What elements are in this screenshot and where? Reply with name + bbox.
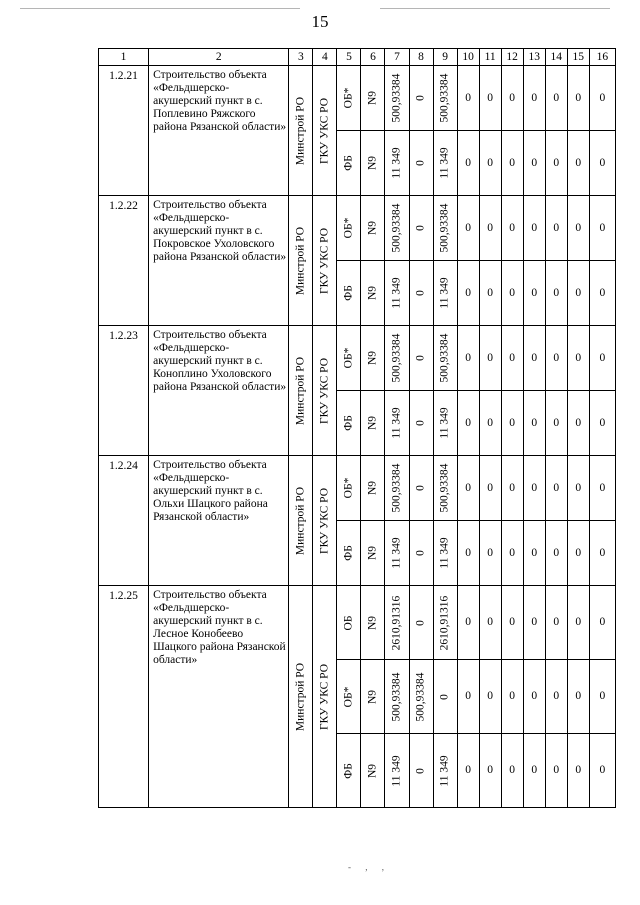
value-col8-text: 0 [414,485,427,491]
header-cell: 2 [149,49,289,66]
value-col9-text: 11 349 [438,407,451,439]
header-cell: 14 [545,49,567,66]
value-col11: 0 [479,196,501,261]
value-col11: 0 [479,734,501,808]
value-col9-text: 500,93384 [438,203,451,253]
value-col14: 0 [545,261,567,326]
header-cell: 16 [589,49,615,66]
ministry-label: Минстрой РО [294,662,307,731]
value-col14: 0 [545,131,567,196]
value-col9-text: 11 349 [438,537,451,569]
value-col9-text: 500,93384 [438,463,451,513]
value-col7-text: 11 349 [390,147,403,179]
value-col7 [385,456,409,521]
header-row [99,49,616,66]
header-cell: 5 [337,49,361,66]
value-col11: 0 [479,660,501,734]
code-n9-text: N9 [366,220,379,236]
value-col7 [385,131,409,196]
funding-source [337,196,361,261]
funding-source [337,131,361,196]
responsible-ministry [289,326,313,456]
item-code: 1.2.22 [99,196,149,326]
scan-artifact-line [380,8,610,9]
ministry-label: Минстрой РО [294,356,307,425]
code-n9-text: N9 [366,763,379,778]
value-col10: 0 [457,66,479,131]
value-col9 [433,734,457,808]
value-col11: 0 [479,261,501,326]
header-cell: 11 [479,49,501,66]
responsible-ministry [289,456,313,586]
funding-source-text: ФБ [342,285,355,301]
header-cell: 10 [457,49,479,66]
executor-agency [313,586,337,808]
value-col10: 0 [457,261,479,326]
value-col15: 0 [567,326,589,391]
value-col10: 0 [457,326,479,391]
code-n9-text: N9 [366,155,379,171]
table-row [99,456,616,521]
value-col8-text: 0 [414,767,427,774]
value-col16: 0 [589,521,615,586]
value-col9-text: 11 349 [438,277,451,309]
value-col8 [409,456,433,521]
value-col9 [433,660,457,734]
scan-artifact-line [20,8,300,9]
header-cell: 12 [501,49,523,66]
value-col7-text: 500,93384 [390,203,403,253]
value-col13: 0 [523,734,545,808]
value-col8-text: 0 [414,619,427,626]
value-col9-text: 500,93384 [438,333,451,383]
code-n9 [361,734,385,808]
item-description: Строительство объекта «Фельдшерско-акушерский пункт в с. Ольхи Шацкого района Рязанской области» [149,456,289,586]
code-n9 [361,586,385,660]
value-col13: 0 [523,66,545,131]
funding-source [337,326,361,391]
value-col12: 0 [501,586,523,660]
value-col14: 0 [545,734,567,808]
code-n9-text: N9 [366,285,379,301]
value-col8-text: 0 [414,160,427,166]
value-col15: 0 [567,521,589,586]
value-col10: 0 [457,196,479,261]
funding-source [337,586,361,660]
value-col12: 0 [501,66,523,131]
funding-source [337,456,361,521]
value-col13: 0 [523,196,545,261]
value-col11: 0 [479,456,501,521]
value-col9-text: 11 349 [438,147,451,179]
funding-source [337,261,361,326]
value-col15: 0 [567,131,589,196]
value-col10: 0 [457,734,479,808]
value-col14: 0 [545,326,567,391]
value-col13: 0 [523,660,545,734]
value-col7 [385,326,409,391]
value-col15: 0 [567,660,589,734]
value-col16: 0 [589,131,615,196]
value-col15: 0 [567,456,589,521]
funding-source-text: ФБ [342,415,355,431]
value-col8-text: 0 [414,95,427,101]
value-col13: 0 [523,521,545,586]
value-col12: 0 [501,391,523,456]
value-col8-text: 0 [414,290,427,296]
header-cell: 8 [409,49,433,66]
value-col9-text: 500,93384 [438,73,451,123]
executor-label: ГКУ УКС РО [318,663,331,730]
responsible-ministry [289,586,313,808]
ministry-label: Минстрой РО [294,486,307,555]
code-n9-text: N9 [366,615,379,630]
value-col8 [409,196,433,261]
value-col13: 0 [523,326,545,391]
value-col11: 0 [479,66,501,131]
value-col8-text: 0 [414,225,427,231]
value-col7-text: 500,93384 [390,463,403,513]
value-col16: 0 [589,660,615,734]
funding-source [337,391,361,456]
value-col7-text: 11 349 [390,754,403,787]
funding-source [337,734,361,808]
table-row [99,326,616,391]
value-col14: 0 [545,660,567,734]
item-description: Строительство объекта «Фельдшерско-акушерский пункт в с. Поплевино Ряжского района Рязанской области» [149,66,289,196]
value-col7 [385,261,409,326]
item-code: 1.2.23 [99,326,149,456]
value-col15: 0 [567,586,589,660]
item-description: Строительство объекта «Фельдшерско-акушерский пункт в с. Покровское Ухоловского района Рязанской области» [149,196,289,326]
value-col14: 0 [545,196,567,261]
item-description: Строительство объекта «Фельдшерско-акушерский пункт в с. Лесное Конобеево Шацкого района Рязанской области» [149,586,289,808]
value-col16: 0 [589,586,615,660]
value-col9-text: 0 [438,693,451,700]
value-col16: 0 [589,391,615,456]
value-col8 [409,261,433,326]
item-code: 1.2.25 [99,586,149,808]
value-col11: 0 [479,586,501,660]
value-col13: 0 [523,391,545,456]
value-col14: 0 [545,66,567,131]
value-col9 [433,326,457,391]
value-col10: 0 [457,521,479,586]
value-col14: 0 [545,456,567,521]
value-col7 [385,391,409,456]
value-col8-text: 0 [414,420,427,426]
code-n9-text: N9 [366,545,379,561]
value-col8 [409,131,433,196]
funding-source-text: ОБ [342,615,355,630]
responsible-ministry [289,196,313,326]
funding-source-text: ОБ* [342,477,355,499]
funding-source-text: ФБ [342,155,355,171]
value-col7-text: 11 349 [390,277,403,309]
value-col15: 0 [567,734,589,808]
value-col8 [409,660,433,734]
code-n9 [361,456,385,521]
value-col15: 0 [567,66,589,131]
executor-label: ГКУ УКС РО [318,227,331,294]
value-col16: 0 [589,196,615,261]
value-col10: 0 [457,456,479,521]
value-col15: 0 [567,391,589,456]
executor-agency [313,326,337,456]
code-n9 [361,66,385,131]
ministry-label: Минстрой РО [294,226,307,295]
value-col12: 0 [501,261,523,326]
code-n9 [361,261,385,326]
value-col9 [433,586,457,660]
value-col16: 0 [589,456,615,521]
value-col16: 0 [589,261,615,326]
item-code: 1.2.24 [99,456,149,586]
value-col13: 0 [523,456,545,521]
value-col7 [385,660,409,734]
value-col7-text: 500,93384 [390,333,403,383]
value-col8 [409,521,433,586]
table-row [99,66,616,131]
executor-agency [313,66,337,196]
value-col12: 0 [501,196,523,261]
value-col15: 0 [567,196,589,261]
funding-source-text: ОБ* [342,347,355,369]
executor-agency [313,456,337,586]
code-n9 [361,521,385,586]
item-description: Строительство объекта «Фельдшерско-акушерский пункт в с. Коноплино Ухоловского района Рязанской области» [149,326,289,456]
funding-source [337,521,361,586]
value-col9 [433,261,457,326]
executor-label: ГКУ УКС РО [318,357,331,424]
value-col12: 0 [501,131,523,196]
value-col16: 0 [589,66,615,131]
code-n9 [361,391,385,456]
value-col11: 0 [479,131,501,196]
value-col8 [409,66,433,131]
value-col8-text: 0 [414,550,427,556]
value-col8-text: 500,93384 [414,672,427,721]
value-col7 [385,734,409,808]
executor-label: ГКУ УКС РО [318,487,331,554]
value-col13: 0 [523,586,545,660]
value-col7 [385,196,409,261]
value-col12: 0 [501,326,523,391]
value-col11: 0 [479,391,501,456]
value-col14: 0 [545,521,567,586]
code-n9 [361,326,385,391]
code-n9 [361,660,385,734]
value-col7 [385,66,409,131]
header-cell: 3 [289,49,313,66]
table-row [99,586,616,660]
value-col7 [385,521,409,586]
value-col10: 0 [457,586,479,660]
value-col13: 0 [523,131,545,196]
funding-source [337,66,361,131]
header-cell: 15 [567,49,589,66]
value-col8 [409,586,433,660]
funding-source-text: ФБ [342,545,355,561]
value-col16: 0 [589,326,615,391]
value-col9 [433,456,457,521]
page-number: 15 [311,12,329,31]
footer-mark: - , , [348,862,390,872]
responsible-ministry [289,66,313,196]
value-col10: 0 [457,131,479,196]
value-col12: 0 [501,456,523,521]
executor-agency [313,196,337,326]
value-col9-text: 11 349 [438,754,451,787]
value-col9 [433,131,457,196]
value-col7-text: 500,93384 [390,672,403,721]
value-col7 [385,586,409,660]
code-n9-text: N9 [366,415,379,431]
funding-source-text: ОБ* [342,686,355,707]
header-cell: 7 [385,49,409,66]
value-col8 [409,326,433,391]
value-col16: 0 [589,734,615,808]
value-col12: 0 [501,521,523,586]
value-col14: 0 [545,586,567,660]
item-code: 1.2.21 [99,66,149,196]
header-cell: 9 [433,49,457,66]
header-cell: 1 [99,49,149,66]
funding-source-text: ФБ [342,762,355,779]
value-col7-text: 11 349 [390,407,403,439]
executor-label: ГКУ УКС РО [318,97,331,164]
value-col14: 0 [545,391,567,456]
value-col11: 0 [479,326,501,391]
value-col9-text: 2610,91316 [438,595,451,650]
value-col7-text: 11 349 [390,537,403,569]
value-col9 [433,521,457,586]
value-col9 [433,391,457,456]
funding-source-text: ОБ* [342,217,355,239]
code-n9 [361,196,385,261]
funding-source-text: ОБ* [342,87,355,109]
value-col8 [409,734,433,808]
ministry-label: Минстрой РО [294,96,307,165]
program-table [98,48,616,808]
value-col8 [409,391,433,456]
value-col9 [433,196,457,261]
value-col12: 0 [501,734,523,808]
header-cell: 13 [523,49,545,66]
value-col9 [433,66,457,131]
value-col10: 0 [457,660,479,734]
value-col12: 0 [501,660,523,734]
table-row [99,196,616,261]
code-n9-text: N9 [366,480,379,496]
value-col7-text: 2610,91316 [390,595,403,650]
code-n9-text: N9 [366,350,379,366]
funding-source [337,660,361,734]
header-cell: 6 [361,49,385,66]
value-col8-text: 0 [414,355,427,361]
value-col11: 0 [479,521,501,586]
code-n9-text: N9 [366,90,379,106]
code-n9-text: N9 [366,689,379,704]
table-body [99,49,616,808]
value-col15: 0 [567,261,589,326]
code-n9 [361,131,385,196]
value-col10: 0 [457,391,479,456]
header-cell: 4 [313,49,337,66]
value-col13: 0 [523,261,545,326]
value-col7-text: 500,93384 [390,73,403,123]
